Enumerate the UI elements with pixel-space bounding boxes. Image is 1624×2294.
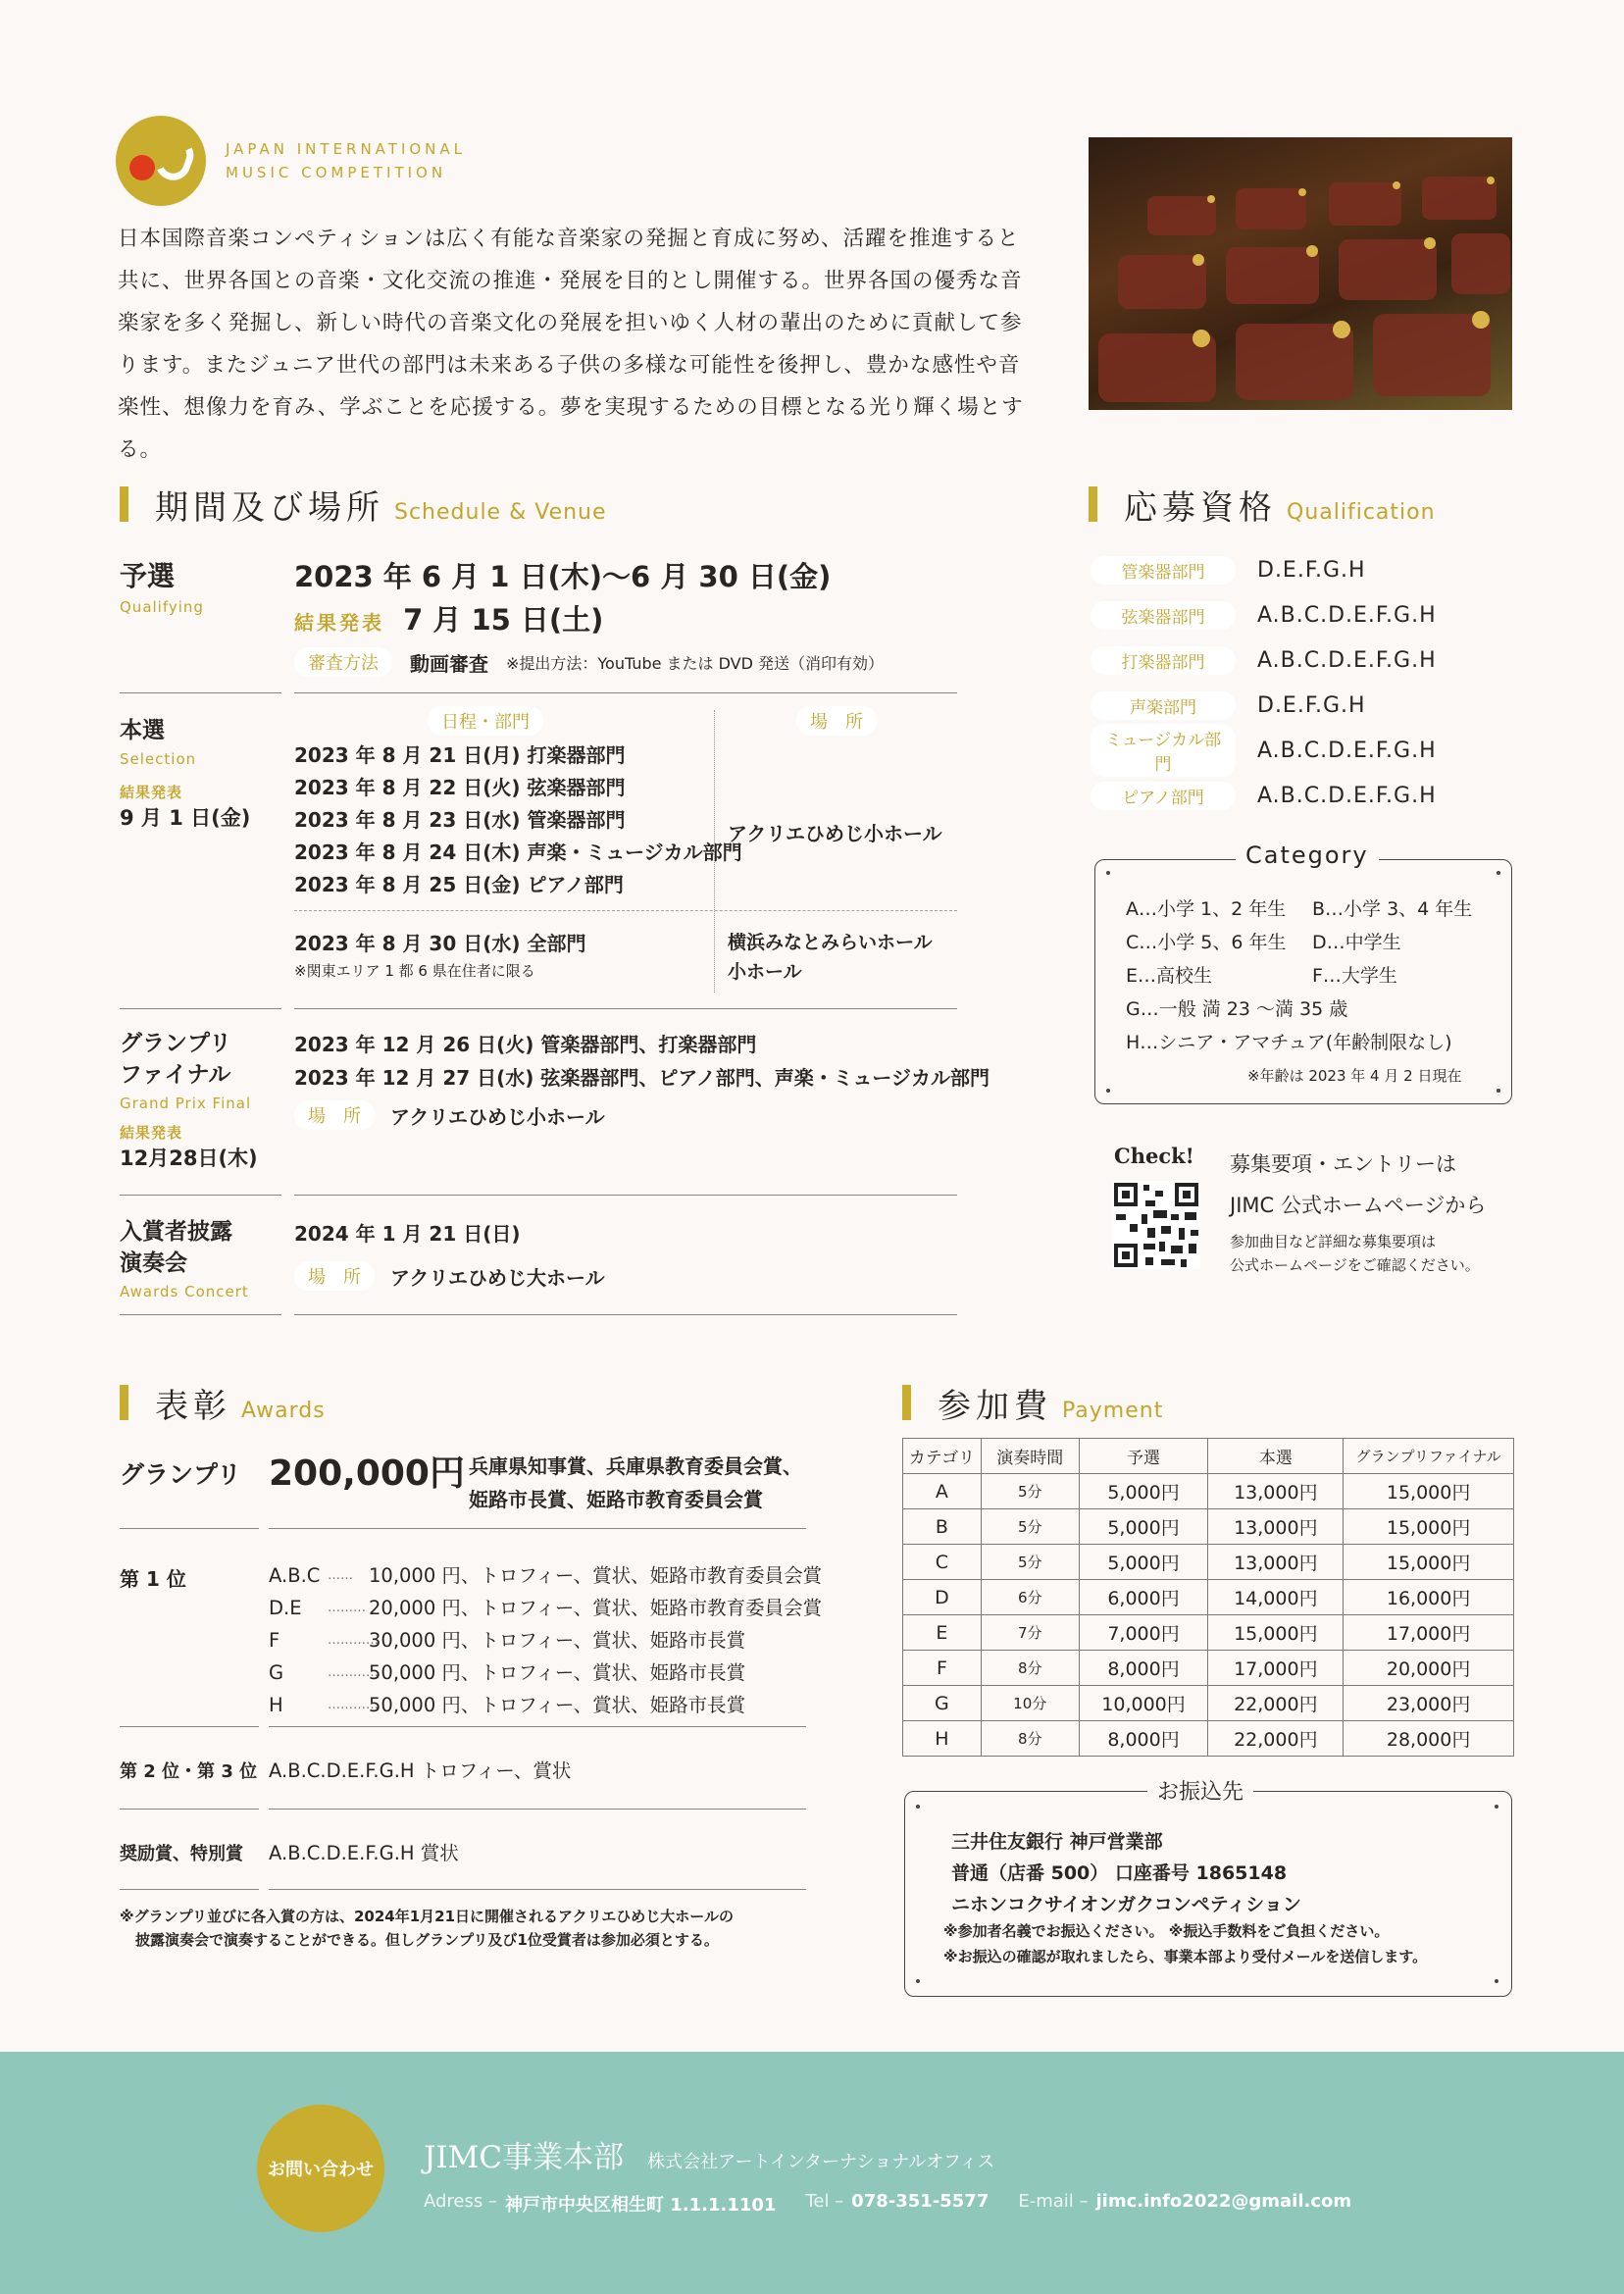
payment-title-en: Payment [1062,1399,1164,1423]
second-place-label: 第 2 位・第 3 位 [120,1761,258,1782]
intro-text [118,218,1049,471]
payment-cell: 7,000円 [1079,1615,1208,1651]
payment-cell: 22,000円 [1208,1721,1344,1757]
check-note-2: 公式ホームページをご確認ください。 [1230,1256,1480,1274]
payment-row [903,1545,1514,1580]
awards-note-2: 披露演奏会で演奏することができる。但しグランプリ及び1位受賞者は参加必須とする。 [135,1931,719,1949]
qualifying-result-label: 結果発表 [294,611,384,635]
qualification-dept: ミュージカル部門 [1091,724,1236,777]
selection-result-date: 9 月 1 日(金) [120,806,251,830]
special-award-value: A.B.C.D.E.F.G.H 賞状 [269,1842,459,1864]
category-item-h: H…シニア・アマチュア(年齢制限なし) [1126,1032,1452,1053]
awards-title: 表彰 [155,1387,231,1426]
payment-cell: H [903,1721,982,1757]
payment-header-cell: グランプリファイナル [1344,1439,1514,1474]
payment-cell: 13,000円 [1208,1474,1344,1509]
intro-line: 楽性、想像力を育み、学ぶことを応援する。夢を実現するための目標となる光り輝く場とする。 [118,395,1024,462]
payment-cell: F [903,1651,982,1686]
payment-cell: B [903,1509,982,1545]
category-item: A…小学 1、2 年生 [1126,898,1287,920]
qr-code-icon [1112,1181,1200,1269]
first-prize: 20,000 円、トロフィー、賞状、姫路市教育委員会賞 [369,1597,823,1619]
gp-award-label: グランプリ [120,1460,242,1489]
concert-label-1: 入賞者披露 [120,1219,232,1245]
concert-label-en: Awards Concert [120,1283,249,1300]
schedule-title: 期間及び場所 [155,488,384,528]
method-note: ※提出方法：YouTube または DVD 発送（消印有効） [506,653,885,673]
grandprix-venue-badge: 場 所 [294,1100,375,1130]
selection-row: 2023 年 8 月 23 日(水) 管楽器部門 [294,808,626,832]
category-title: Category [1236,841,1379,869]
concert-date: 2024 年 1 月 21 日(日) [294,1222,521,1246]
method-badge: 審査方法 [294,647,392,677]
gp-award-amount: 200,000円 [269,1453,465,1494]
payment-cell: 5,000円 [1079,1545,1208,1580]
footer-company: 株式会社アートインターナショナルオフィス [647,2152,995,2172]
qualification-dept: 打楽器部門 [1091,646,1236,675]
contact-badge [257,2105,384,2232]
logo-text-line1: JAPAN INTERNATIONAL [226,140,467,158]
first-place-label: 第 1 位 [120,1567,186,1591]
category-item-g: G…一般 満 23 ～満 35 歳 [1126,998,1348,1020]
first-dots: ………… [328,1633,379,1648]
check-line-2: JIMC 公式ホームページから [1230,1194,1487,1217]
first-cat: H [269,1694,283,1716]
logo-text-line2: MUSIC COMPETITION [226,164,447,181]
payment-cell: 8,000円 [1079,1721,1208,1757]
bank-line-3: ニホンコクサイオンガクコンペティション [951,1894,1301,1915]
qualifying-label-en: Qualifying [120,598,204,616]
payment-header-cell: カテゴリ [903,1439,982,1474]
payment-cell: 5分 [981,1474,1079,1509]
payment-cell: 20,000円 [1344,1651,1514,1686]
payment-cell: 15,000円 [1344,1545,1514,1580]
qualification-cats: A.B.C.D.E.F.G.H [1257,783,1437,808]
footer-email[interactable]: jimc.info2022@gmail.com [1095,2191,1352,2212]
category-item: D…中学生 [1312,932,1401,953]
gp-award-prize-1: 兵庫県知事賞、兵庫県教育委員会賞、 [469,1454,802,1478]
first-prize: 30,000 円、トロフィー、賞状、姫路市長賞 [369,1629,746,1652]
selection-result-label: 結果発表 [120,784,183,801]
payment-header-cell: 本選 [1208,1439,1344,1474]
payment-cell: 15,000円 [1344,1509,1514,1545]
category-item: F…大学生 [1312,965,1397,987]
bank-line-2: 普通（店番 500） 口座番号 1865148 [951,1862,1288,1884]
payment-title: 参加費 [938,1387,1052,1426]
check-label: Check! [1114,1144,1194,1168]
payment-cell: 15,000円 [1344,1474,1514,1509]
payment-row [903,1509,1514,1545]
payment-cell: 5,000円 [1079,1474,1208,1509]
selection-venue-2b: 小ホール [728,961,802,983]
grandprix-row-1: 2023 年 12 月 26 日(火) 管楽器部門、打楽器部門 [294,1033,757,1056]
grandprix-venue: アクリエひめじ小ホール [390,1104,605,1129]
payment-cell: 8分 [981,1651,1079,1686]
payment-cell: A [903,1474,982,1509]
category-note: ※年齢は 2023 年 4 月 2 日現在 [1247,1067,1462,1085]
payment-cell: 5分 [981,1509,1079,1545]
method-value: 動画審査 [410,651,488,676]
footer-address: 神戸市中央区相生町 1.1.1.1101 [504,2195,777,2216]
first-cat: D.E [269,1597,302,1619]
selection-row-all: 2023 年 8 月 30 日(水) 全部門 [294,932,586,955]
payment-cell: 13,000円 [1208,1509,1344,1545]
awards-note-1: ※グランプリ並びに各入賞の方は、2024年1月21日に開催されるアクリエひめじ大ホールの [120,1908,734,1925]
qualification-dept: 声楽部門 [1091,691,1236,720]
qualifying-label: 予選 [120,560,176,592]
special-award-label: 奨励賞、特別賞 [120,1844,243,1864]
qualification-dept: 弦楽器部門 [1091,601,1236,630]
selection-row: 2023 年 8 月 24 日(木) 声楽・ミュージカル部門 [294,841,742,864]
grandprix-label-2: ファイナル [120,1062,231,1088]
grandprix-label-1: グランプリ [120,1031,232,1056]
payment-row [903,1651,1514,1686]
selection-label-en: Selection [120,750,197,768]
payment-row [903,1580,1514,1615]
first-prize: 10,000 円、トロフィー、賞状、姫路市教育委員会賞 [369,1564,823,1587]
payment-cell: C [903,1545,982,1580]
qualifying-result-date: 7 月 15 日(土) [403,603,604,637]
payment-cell: 22,000円 [1208,1686,1344,1721]
qr-code[interactable] [1112,1181,1200,1269]
payment-cell: 8分 [981,1721,1079,1757]
bank-line-1: 三井住友銀行 神戸営業部 [951,1831,1163,1853]
qualification-cats: A.B.C.D.E.F.G.H [1257,647,1437,673]
qualification-dept: 管楽器部門 [1091,556,1236,585]
grandprix-result-label: 結果発表 [120,1124,183,1142]
qualifying-dates: 2023 年 6 月 1 日(木)～6 月 30 日(金) [294,560,832,593]
second-place-value: A.B.C.D.E.F.G.H トロフィー、賞状 [269,1759,572,1782]
intro-line: 共に、世界各国との音楽・文化交流の推進・発展を目的とし開催する。世界各国の優秀な音 [118,269,1023,293]
selection-row: 2023 年 8 月 25 日(金) ピアノ部門 [294,873,624,896]
gp-award-prize-2: 姫路市長賞、姫路市教育委員会賞 [469,1488,763,1511]
payment-cell: 5分 [981,1545,1079,1580]
qualification-title: 応募資格 [1124,488,1277,528]
concert-hall-photo [1089,137,1512,410]
concert-label-2: 演奏会 [120,1250,187,1276]
qualification-cats: D.E.F.G.H [1257,557,1366,583]
payment-cell: 17,000円 [1208,1651,1344,1686]
intro-line: ります。またジュニア世代の部門は未来ある子供の多様な可能性を後押し、豊かな感性や音 [118,353,1021,378]
payment-cell: 8,000円 [1079,1651,1208,1686]
qualification-dept: ピアノ部門 [1091,782,1236,810]
check-line-1: 募集要項・エントリーは [1230,1152,1456,1176]
payment-table [902,1438,1514,1757]
footer-tel[interactable]: 078-351-5577 [851,2191,990,2212]
first-dots: …… [328,1568,353,1583]
payment-header-cell: 演奏時間 [981,1439,1079,1474]
selection-venue-2a: 横浜みなとみらいホール [728,932,933,953]
payment-cell: E [903,1615,982,1651]
payment-header-cell: 予選 [1079,1439,1208,1474]
payment-cell: 5,000円 [1079,1509,1208,1545]
schedule-title-en: Schedule & Venue [394,500,607,525]
payment-cell: 10,000円 [1079,1686,1208,1721]
email-label: E-mail – [1018,2191,1089,2212]
venue-column-header: 場 所 [796,706,877,736]
payment-row [903,1721,1514,1757]
qualification-cats: A.B.C.D.E.F.G.H [1257,738,1437,763]
category-item: B…小学 3、4 年生 [1312,898,1473,920]
selection-venue-1: アクリエひめじ小ホール [728,822,942,845]
payment-cell: 17,000円 [1344,1615,1514,1651]
intro-line: 楽家を多く発掘し、新しい時代の音楽文化の発展を担いゆく人材の輩出のために貢献して参 [118,311,1023,335]
first-cat: F [269,1629,280,1652]
schedule-column-header: 日程・部門 [428,706,543,736]
payment-cell: 6分 [981,1580,1079,1615]
first-prize: 50,000 円、トロフィー、賞状、姫路市長賞 [369,1661,746,1684]
first-dots: ………… [328,1665,379,1680]
bank-note-2: ※お振込の確認が取れましたら、事業本部より受付メールを送信します。 [943,1948,1428,1965]
check-note-1: 参加曲目など詳細な募集要項は [1230,1233,1437,1250]
payment-cell: G [903,1686,982,1721]
payment-cell: 23,000円 [1344,1686,1514,1721]
first-prize: 50,000 円、トロフィー、賞状、姫路市長賞 [369,1694,746,1716]
logo [116,116,206,206]
seats-illustration [1089,137,1512,410]
concert-venue-badge: 場 所 [294,1261,375,1291]
payment-row [903,1686,1514,1721]
payment-cell: D [903,1580,982,1615]
payment-cell: 10分 [981,1686,1079,1721]
payment-row [903,1474,1514,1509]
first-cat: G [269,1661,284,1684]
first-cat: A.B.C [269,1564,321,1587]
bank-title: お振込先 [1147,1775,1253,1806]
first-dots: ……… [328,1601,366,1615]
payment-header-row [903,1439,1514,1474]
logo-red-dot [129,155,155,180]
selection-row: 2023 年 8 月 22 日(火) 弦楽器部門 [294,776,626,799]
address-label: Adress – [424,2191,497,2212]
qualification-cats: A.B.C.D.E.F.G.H [1257,602,1437,628]
payment-cell: 7分 [981,1615,1079,1651]
tel-label: Tel – [805,2191,844,2212]
category-item: C…小学 5、6 年生 [1126,932,1287,953]
contact-badge-label: お問い合わせ [268,2160,374,2180]
logo-white-swirl [151,132,199,185]
grandprix-result-date: 12月28日(木) [120,1147,258,1170]
payment-cell: 15,000円 [1208,1615,1344,1651]
grandprix-label-en: Grand Prix Final [120,1095,252,1112]
payment-cell: 14,000円 [1208,1580,1344,1615]
payment-row [903,1615,1514,1651]
intro-line: 日本国際音楽コンペティションは広く有能な音楽家の発掘と育成に努め、活躍を推進すると [118,227,1020,251]
bank-note-1: ※参加者名義でお振込ください。 ※振込手数料をご負担ください。 [943,1922,1390,1940]
payment-cell: 13,000円 [1208,1545,1344,1580]
footer-org: JIMC事業本部 [424,2140,625,2175]
payment-cell: 6,000円 [1079,1580,1208,1615]
payment-cell: 28,000円 [1344,1721,1514,1757]
selection-row-all-note: ※関東エリア 1 都 6 県在住者に限る [294,962,535,980]
qualification-title-en: Qualification [1287,500,1436,525]
category-item: E…高校生 [1126,965,1213,987]
first-dots: ………… [328,1698,379,1712]
grandprix-row-2: 2023 年 12 月 27 日(水) 弦楽器部門、ピアノ部門、声楽・ミュージカル部門 [294,1066,990,1090]
payment-cell: 16,000円 [1344,1580,1514,1615]
concert-venue: アクリエひめじ大ホール [390,1265,605,1290]
selection-label: 本選 [120,718,165,743]
qualification-cats: D.E.F.G.H [1257,692,1366,718]
awards-title-en: Awards [241,1399,326,1423]
selection-row: 2023 年 8 月 21 日(月) 打楽器部門 [294,743,626,767]
